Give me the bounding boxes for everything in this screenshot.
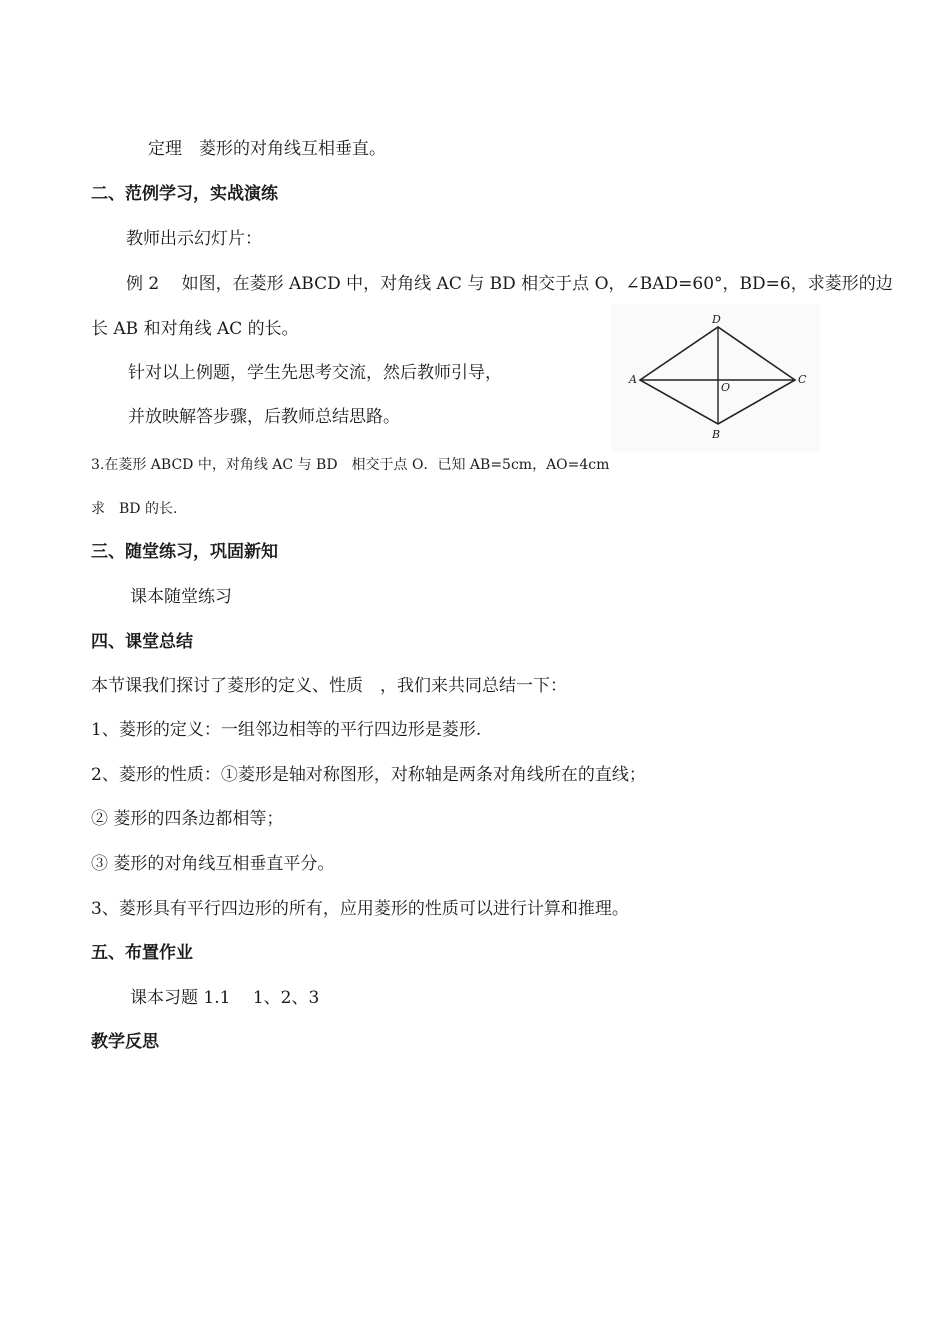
example-2-line-1: 例 2 如图，在菱形 ABCD 中，对角线 AC 与 BD 相交于点 O，∠BAD=60°，BD=6，求菱形的边 <box>126 274 893 294</box>
summary-item-1: 1、菱形的定义：一组邻边相等的平行四边形是菱形. <box>91 720 482 740</box>
textbook-practice-text: 课本随堂练习 <box>130 587 232 607</box>
problem-3-line-2: 求 BD 的长. <box>91 501 178 517</box>
problem-3-line-1: 3.在菱形 ABCD 中，对角线 AC 与 BD 相交于点 O．已知 AB=5cm，AO=4cm <box>91 457 610 473</box>
label-a: A <box>629 373 637 386</box>
section-4-heading: 四、课堂总结 <box>91 632 193 652</box>
summary-item-2: 2、菱形的性质：①菱形是轴对称图形，对称轴是两条对角线所在的直线； <box>91 765 646 785</box>
teacher-slides-text: 教师出示幻灯片： <box>126 229 262 249</box>
label-b: B <box>712 428 721 441</box>
label-o: O <box>721 381 731 394</box>
theorem-text: 定理 菱形的对角线互相垂直。 <box>148 139 386 159</box>
example-2-line-2: 长 AB 和对角线 AC 的长。 <box>91 319 299 339</box>
rhombus-diagram <box>611 304 820 452</box>
summary-item-3: 3、菱形具有平行四边形的所有，应用菱形的性质可以进行计算和推理。 <box>91 899 629 919</box>
summary-item-2b: ② 菱形的四条边都相等； <box>91 809 284 829</box>
reflection-heading: 教学反思 <box>91 1032 159 1052</box>
summary-intro: 本节课我们探讨了菱形的定义、性质 ，我们来共同总结一下： <box>91 676 567 696</box>
summary-item-2c: ③ 菱形的对角线互相垂直平分。 <box>91 854 335 874</box>
discussion-line-1: 针对以上例题，学生先思考交流，然后教师引导， <box>128 363 502 383</box>
section-3-heading: 三、随堂练习，巩固新知 <box>91 542 278 562</box>
section-2-heading: 二、范例学习，实战演练 <box>91 184 278 204</box>
discussion-line-2: 并放映解答步骤，后教师总结思路。 <box>128 407 400 427</box>
label-c: C <box>798 373 807 386</box>
section-5-heading: 五、布置作业 <box>91 943 193 963</box>
rhombus-figure <box>611 304 820 452</box>
homework-text: 课本习题 1.1 1、2、3 <box>130 988 320 1008</box>
label-d: D <box>712 313 721 326</box>
